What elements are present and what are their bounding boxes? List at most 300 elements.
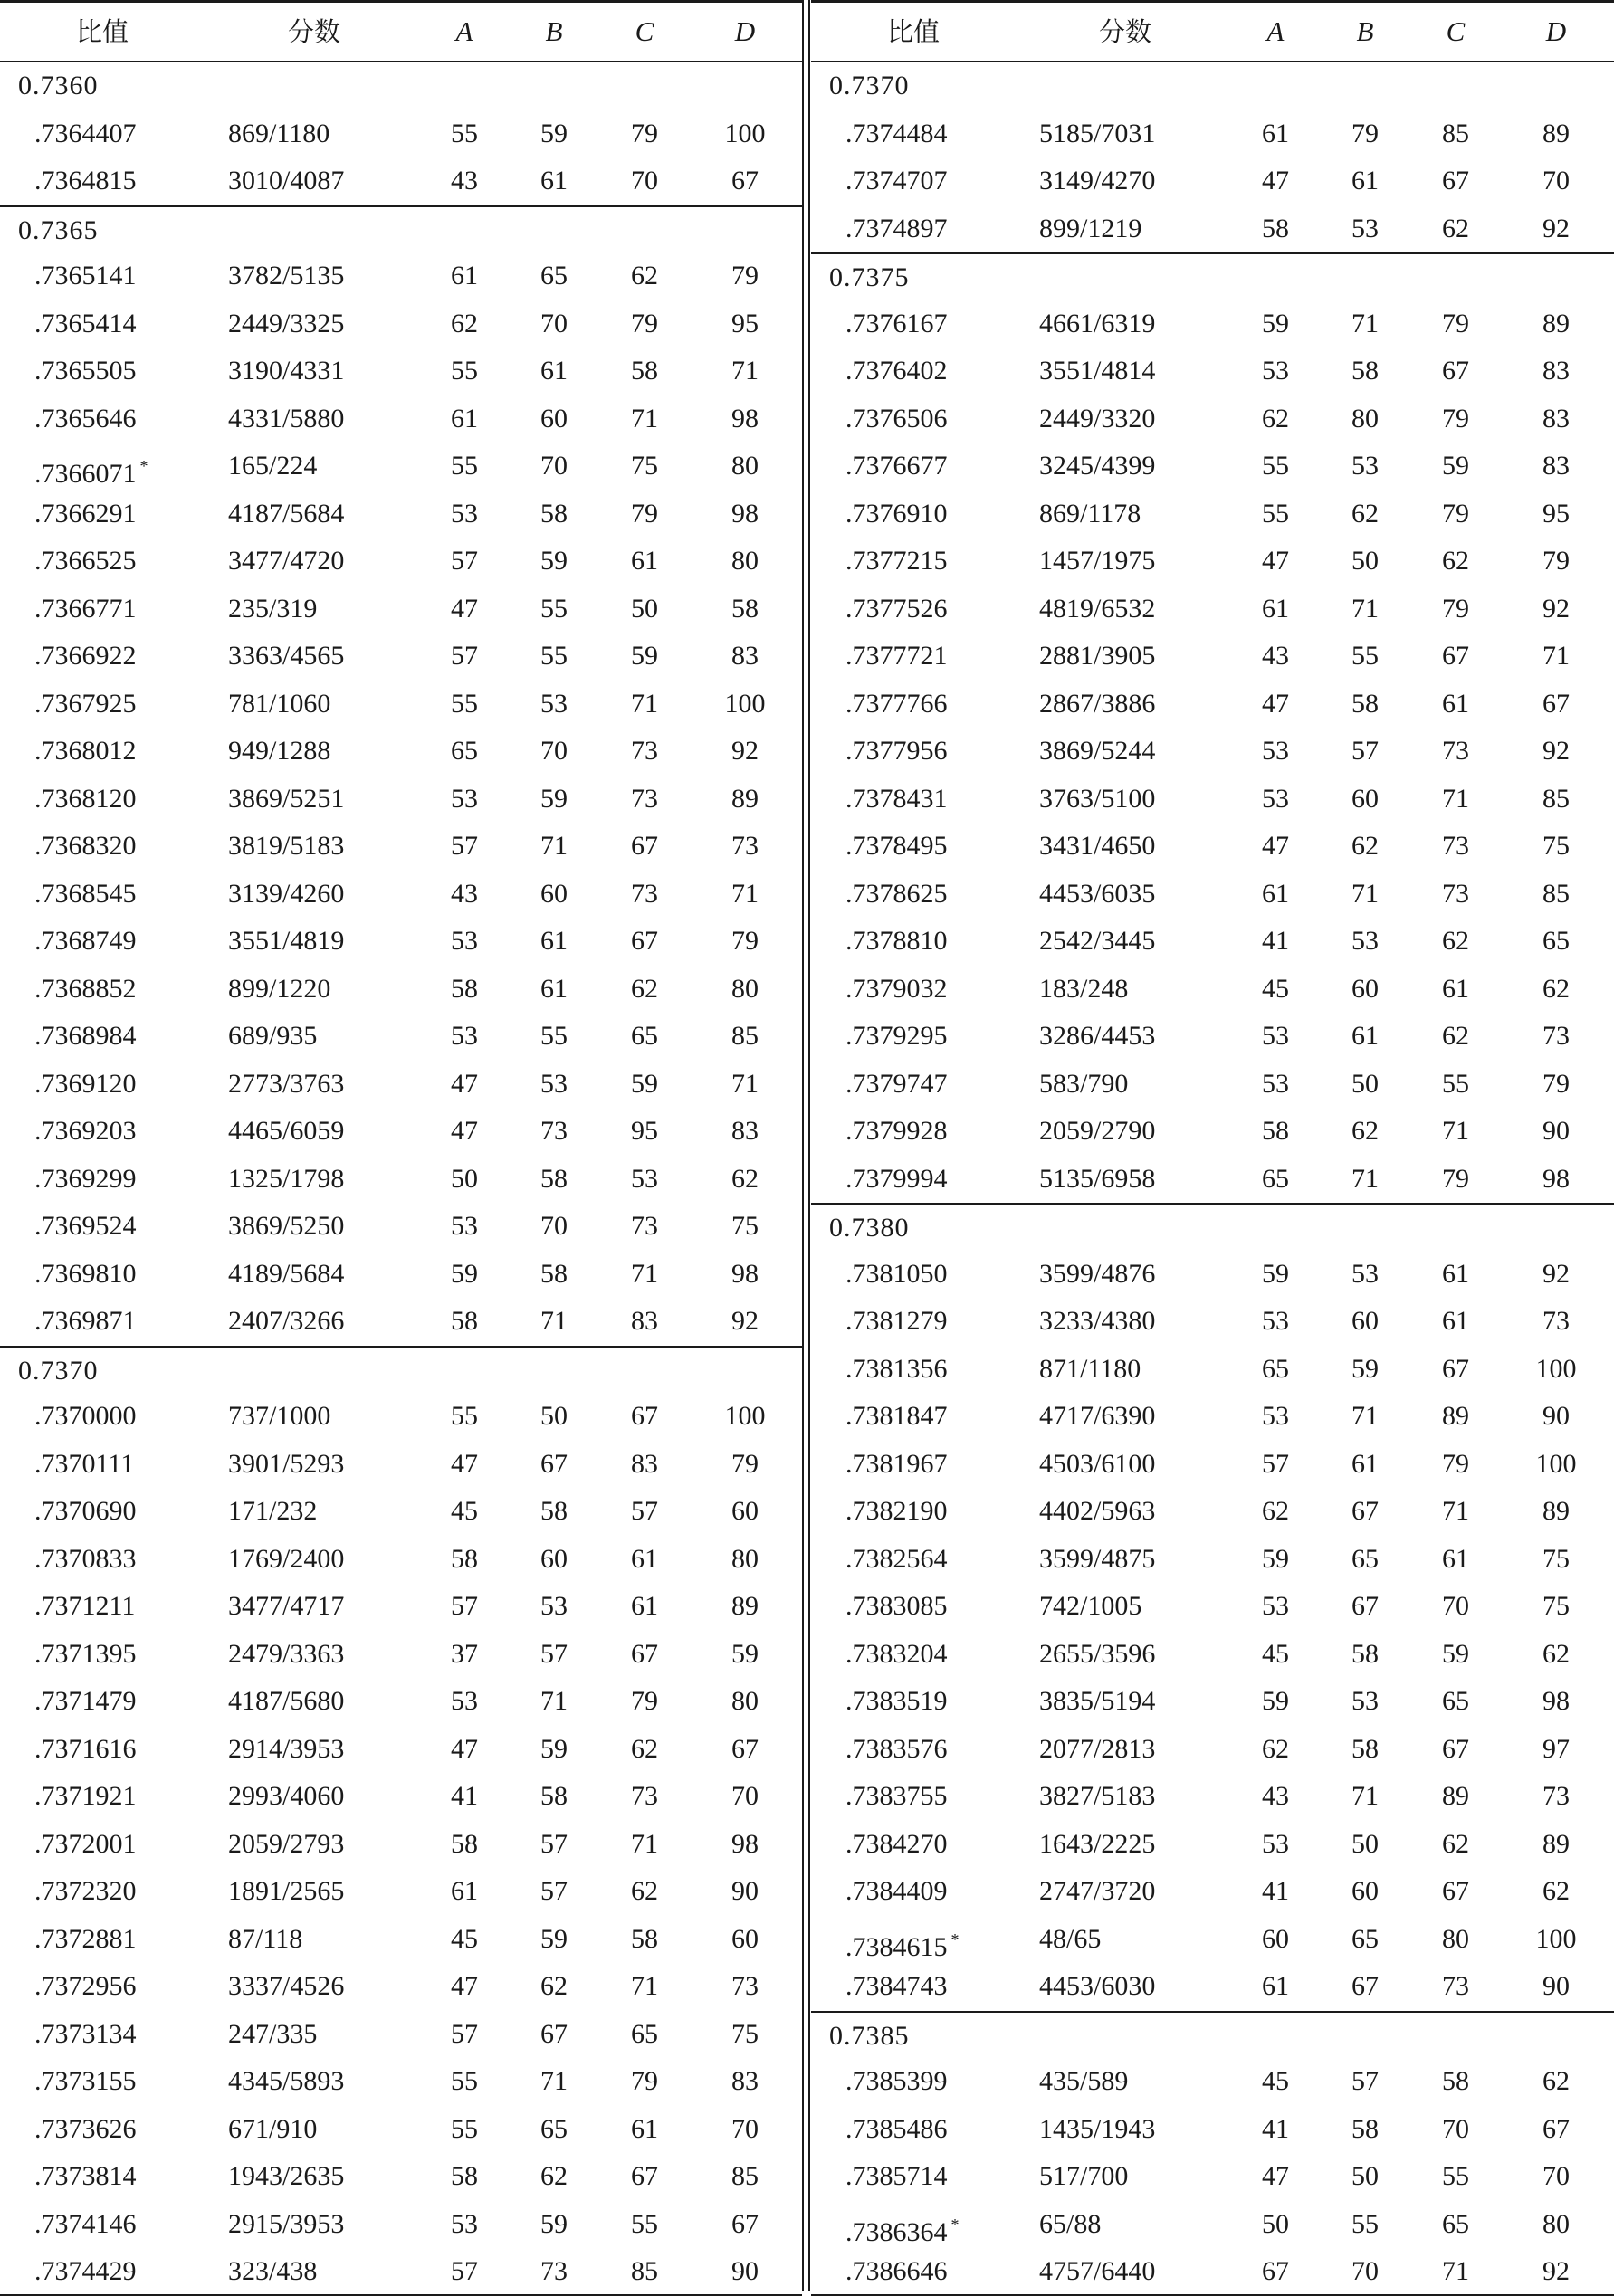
- d-cell: 70: [1542, 2161, 1570, 2191]
- b-cell: 50: [1351, 546, 1379, 576]
- c-cell: 67: [1442, 641, 1469, 671]
- ratio-value: .7386646: [845, 2256, 948, 2286]
- c-cell: 57: [631, 1496, 658, 1526]
- c-cell: 83: [631, 1306, 658, 1336]
- c-cell: 73: [1442, 831, 1469, 861]
- d-cell: 73: [1542, 1021, 1570, 1051]
- table-row: [811, 395, 1614, 443]
- c-cell: 71: [631, 403, 658, 433]
- a-cell: 53: [1262, 1306, 1289, 1336]
- fraction-cell: 65/88: [1039, 2208, 1102, 2239]
- b-cell: 58: [540, 1258, 568, 1289]
- a-cell: 53: [451, 926, 478, 956]
- a-cell: 58: [1262, 213, 1289, 243]
- ratio-cell: [845, 1963, 948, 2010]
- table-row: [0, 538, 802, 586]
- ratio-cell: [34, 300, 137, 348]
- ratio-value: .7379032: [845, 973, 948, 1004]
- ratio-cell: [845, 1061, 948, 1108]
- c-cell: 62: [1442, 926, 1469, 956]
- ratio-value: .7364815: [34, 166, 137, 195]
- b-cell: 50: [1351, 1068, 1379, 1099]
- table-row: [0, 1963, 802, 2011]
- fraction-cell: 689/935: [228, 1021, 318, 1051]
- d-cell: 92: [1542, 2256, 1570, 2286]
- ratio-cell: [845, 1108, 948, 1155]
- table-row: [0, 1203, 802, 1251]
- fraction-cell: 4453/6035: [1039, 878, 1156, 909]
- ratio-cell: [34, 681, 137, 728]
- b-cell: 61: [540, 166, 568, 195]
- ratio-value: .7365505: [34, 356, 137, 386]
- d-cell: 80: [731, 1543, 759, 1574]
- b-cell: 59: [1351, 1353, 1379, 1384]
- ratio-value: .7379747: [845, 1068, 948, 1099]
- table-row: [0, 1583, 802, 1631]
- c-cell: 67: [631, 1401, 658, 1431]
- a-cell: 61: [451, 403, 478, 433]
- b-cell: 71: [540, 1686, 568, 1716]
- c-cell: 70: [1442, 1591, 1469, 1621]
- b-cell: 61: [540, 973, 568, 1004]
- a-cell: 55: [451, 688, 478, 719]
- d-cell: 85: [731, 2161, 759, 2191]
- d-cell: 70: [731, 1781, 759, 1811]
- fraction-cell: 171/232: [228, 1496, 318, 1526]
- d-cell: 100: [1535, 1353, 1577, 1384]
- c-cell: 79: [1442, 308, 1469, 338]
- b-cell: 62: [1351, 498, 1379, 529]
- ratio-cell: [34, 2106, 137, 2153]
- ratio-value: .7371921: [34, 1781, 137, 1811]
- left-table: [0, 0, 802, 2296]
- ratio-cell: [34, 1441, 134, 1488]
- table-row: [0, 2201, 802, 2249]
- table-row: [0, 1251, 802, 1299]
- ratio-cell: [34, 823, 137, 870]
- ratio-cell: [34, 491, 137, 538]
- fraction-cell: 2915/3953: [228, 2208, 345, 2239]
- ratio-cell: [845, 776, 948, 823]
- ratio-cell: [845, 300, 948, 348]
- ratio-value: .7365414: [34, 308, 137, 338]
- table-row: [0, 1678, 802, 1726]
- b-cell: 71: [1351, 1163, 1379, 1194]
- c-cell: 67: [1442, 356, 1469, 386]
- fraction-cell: 869/1180: [228, 118, 330, 148]
- c-cell: 79: [1442, 593, 1469, 624]
- fraction-cell: 3477/4720: [228, 546, 345, 576]
- fraction-cell: 4189/5684: [228, 1258, 345, 1289]
- b-cell: 55: [1351, 2208, 1379, 2239]
- ratio-cell: [845, 205, 948, 252]
- d-cell: 58: [731, 593, 759, 624]
- ratio-cell: [845, 2248, 948, 2295]
- header-a: A: [1266, 15, 1285, 47]
- table-row: [0, 2153, 802, 2201]
- ratio-value: .7368984: [34, 1021, 137, 1051]
- table-row: [811, 2058, 1614, 2106]
- d-cell: 75: [1542, 831, 1570, 861]
- c-cell: 55: [1442, 1068, 1469, 1099]
- d-cell: 71: [731, 356, 759, 386]
- a-cell: 59: [1262, 1258, 1289, 1289]
- b-cell: 57: [1351, 2066, 1379, 2096]
- d-cell: 100: [1535, 1448, 1577, 1479]
- d-cell: 85: [731, 1021, 759, 1051]
- ratio-cell: [34, 1868, 137, 1915]
- c-cell: 65: [1442, 1686, 1469, 1716]
- b-cell: 65: [540, 261, 568, 291]
- a-cell: 61: [451, 261, 478, 291]
- b-cell: 70: [540, 308, 568, 338]
- ratio-value: .7381050: [845, 1258, 948, 1289]
- ratio-value: .7370111: [34, 1448, 135, 1479]
- c-cell: 79: [631, 2066, 658, 2096]
- c-cell: 61: [631, 1591, 658, 1621]
- header-b: B: [1356, 15, 1374, 47]
- d-cell: 80: [731, 973, 759, 1004]
- a-cell: 55: [451, 1401, 478, 1431]
- fraction-cell: 583/790: [1039, 1068, 1129, 1099]
- table-row: [811, 1108, 1614, 1156]
- c-cell: 53: [631, 1163, 658, 1194]
- ratio-cell: [34, 1061, 137, 1108]
- fraction-cell: 2059/2793: [228, 1828, 345, 1859]
- ratio-value: .7378431: [845, 783, 948, 814]
- table-row: [811, 2201, 1614, 2249]
- b-cell: 71: [1351, 1781, 1379, 1811]
- ratio-cell: [845, 443, 948, 490]
- a-cell: 47: [451, 1448, 478, 1479]
- fraction-cell: 3869/5251: [228, 783, 345, 814]
- table-row: [0, 586, 802, 634]
- a-cell: 55: [451, 2066, 478, 2096]
- ratio-value: .7377956: [845, 736, 948, 766]
- ratio-cell: [34, 776, 137, 823]
- c-cell: 67: [631, 831, 658, 861]
- a-cell: 57: [451, 2256, 478, 2286]
- a-cell: 61: [1262, 593, 1289, 624]
- fraction-cell: 1943/2635: [228, 2161, 345, 2191]
- table-row: [811, 110, 1614, 158]
- ratio-value: .7385714: [845, 2161, 948, 2191]
- table-row: [811, 443, 1614, 491]
- asterisk-mark: *: [139, 457, 148, 475]
- ratio-value: .7366071: [34, 459, 137, 489]
- c-cell: 59: [1442, 451, 1469, 481]
- ratio-cell: [34, 1631, 137, 1678]
- c-cell: 65: [631, 1021, 658, 1051]
- d-cell: 83: [731, 641, 759, 671]
- a-cell: 60: [1262, 1923, 1289, 1954]
- b-cell: 57: [540, 1828, 568, 1859]
- table-body: [0, 62, 802, 2296]
- a-cell: 43: [451, 166, 478, 195]
- table-row: [0, 2011, 802, 2059]
- ratio-cell: [34, 157, 137, 205]
- fraction-cell: 4661/6319: [1039, 308, 1156, 338]
- ratio-cell: [845, 1393, 948, 1440]
- b-cell: 67: [1351, 1496, 1379, 1526]
- ratio-cell: [34, 348, 137, 395]
- ratio-value: .7368120: [34, 783, 137, 814]
- b-cell: 70: [1351, 2256, 1379, 2286]
- b-cell: 58: [1351, 688, 1379, 719]
- ratio-cell: [34, 1916, 137, 1963]
- a-cell: 47: [451, 593, 478, 624]
- c-cell: 58: [631, 1923, 658, 1954]
- group-row: [811, 62, 1614, 110]
- d-cell: 70: [1542, 166, 1570, 195]
- b-cell: 65: [540, 2113, 568, 2144]
- b-cell: 53: [540, 688, 568, 719]
- b-cell: 58: [1351, 1638, 1379, 1669]
- d-cell: 85: [1542, 878, 1570, 909]
- a-cell: 41: [451, 1781, 478, 1811]
- fraction-cell: 3190/4331: [228, 356, 345, 386]
- a-cell: 41: [1262, 1876, 1289, 1906]
- b-cell: 50: [1351, 1828, 1379, 1859]
- ratio-value: .7366922: [34, 641, 137, 671]
- a-cell: 47: [451, 1116, 478, 1146]
- d-cell: 89: [1542, 1496, 1570, 1526]
- c-cell: 73: [631, 878, 658, 909]
- d-cell: 89: [731, 1591, 759, 1621]
- ratio-cell: [34, 1773, 137, 1820]
- ratio-cell: [34, 2153, 137, 2200]
- fraction-cell: 3819/5183: [228, 831, 345, 861]
- ratio-value: .7373155: [34, 2066, 137, 2096]
- ratio-cell: [845, 586, 948, 633]
- a-cell: 47: [1262, 546, 1289, 576]
- d-cell: 62: [1542, 973, 1570, 1004]
- ratio-cell: [845, 1156, 948, 1203]
- d-cell: 60: [731, 1923, 759, 1954]
- header-fraction: 分数: [1099, 16, 1152, 47]
- ratio-value: .7385399: [845, 2066, 948, 2096]
- b-cell: 58: [540, 1781, 568, 1811]
- b-cell: 60: [540, 403, 568, 433]
- table-row: [811, 1441, 1614, 1489]
- c-cell: 61: [631, 546, 658, 576]
- table-row: [0, 1631, 802, 1679]
- ratio-cell: [845, 1298, 948, 1345]
- a-cell: 58: [451, 2161, 478, 2191]
- header-ratio: 比值: [887, 16, 941, 47]
- d-cell: 100: [724, 688, 766, 719]
- table-row: [0, 966, 802, 1014]
- a-cell: 65: [1262, 1353, 1289, 1384]
- table-row: [811, 1821, 1614, 1869]
- c-cell: 58: [1442, 2066, 1469, 2096]
- ratio-value: .7368012: [34, 736, 137, 766]
- d-cell: 100: [1535, 1923, 1577, 1954]
- c-cell: 50: [631, 593, 658, 624]
- table-row: [811, 348, 1614, 395]
- c-cell: 71: [631, 1828, 658, 1859]
- table-row: [811, 728, 1614, 776]
- fraction-cell: 2449/3320: [1039, 403, 1156, 433]
- b-cell: 70: [540, 736, 568, 766]
- ratio-cell: [845, 1441, 948, 1488]
- a-cell: 59: [1262, 1543, 1289, 1574]
- group-label: 0.7370: [18, 1355, 99, 1386]
- a-cell: 58: [451, 1543, 478, 1574]
- b-cell: 80: [1351, 403, 1379, 433]
- a-cell: 45: [1262, 2066, 1289, 2096]
- a-cell: 61: [1262, 878, 1289, 909]
- ratio-value: .7376506: [845, 403, 948, 433]
- c-cell: 71: [631, 1258, 658, 1289]
- c-cell: 61: [631, 2113, 658, 2144]
- ratio-cell: [34, 966, 137, 1013]
- c-cell: 79: [1442, 403, 1469, 433]
- ratio-value: .7372001: [34, 1828, 137, 1859]
- ratio-value: .7371616: [34, 1733, 137, 1764]
- a-cell: 57: [451, 1591, 478, 1621]
- c-cell: 85: [1442, 118, 1469, 148]
- ratio-cell: [845, 1583, 948, 1630]
- d-cell: 73: [731, 831, 759, 861]
- b-cell: 71: [1351, 1401, 1379, 1431]
- c-cell: 67: [631, 2161, 658, 2191]
- ratio-cell: [34, 586, 137, 633]
- c-cell: 62: [631, 1733, 658, 1764]
- fraction-cell: 3869/5250: [228, 1211, 345, 1241]
- fraction-cell: 2881/3905: [1039, 641, 1156, 671]
- ratio-cell: [845, 348, 948, 395]
- c-cell: 73: [631, 736, 658, 766]
- a-cell: 58: [451, 1828, 478, 1859]
- c-cell: 62: [1442, 1021, 1469, 1051]
- fraction-cell: 87/118: [228, 1923, 303, 1954]
- ratio-value: .7374429: [34, 2256, 137, 2286]
- fraction-cell: 3245/4399: [1039, 451, 1156, 481]
- b-cell: 61: [1351, 166, 1379, 195]
- fraction-cell: 4187/5684: [228, 498, 345, 529]
- fraction-cell: 1769/2400: [228, 1543, 345, 1574]
- d-cell: 65: [1542, 926, 1570, 956]
- c-cell: 61: [1442, 1306, 1469, 1336]
- fraction-cell: 1643/2225: [1039, 1828, 1156, 1859]
- b-cell: 71: [1351, 878, 1379, 909]
- group-label: 0.7365: [18, 214, 99, 245]
- b-cell: 55: [1351, 641, 1379, 671]
- table-row: [811, 491, 1614, 538]
- ratio-cell: [34, 1203, 137, 1250]
- d-cell: 95: [1542, 498, 1570, 529]
- c-cell: 73: [1442, 736, 1469, 766]
- d-cell: 89: [1542, 1828, 1570, 1859]
- ratio-value: .7384270: [845, 1828, 948, 1859]
- ratio-value: .7381847: [845, 1401, 948, 1431]
- table-row: [811, 1298, 1614, 1346]
- fraction-cell: 3286/4453: [1039, 1021, 1156, 1051]
- group-row: [0, 205, 802, 253]
- ratio-value: .7368320: [34, 831, 137, 861]
- table-row: [811, 1536, 1614, 1584]
- ratio-value: .7376910: [845, 498, 948, 529]
- table-row: [0, 1061, 802, 1109]
- d-cell: 90: [731, 2256, 759, 2286]
- d-cell: 89: [1542, 308, 1570, 338]
- d-cell: 67: [731, 166, 759, 195]
- d-cell: 75: [1542, 1543, 1570, 1574]
- fraction-cell: 2867/3886: [1039, 688, 1156, 719]
- ratio-value: .7381967: [845, 1448, 948, 1479]
- ratio-cell: [845, 2153, 948, 2200]
- table-row: [811, 2153, 1614, 2201]
- table-row: [811, 538, 1614, 586]
- d-cell: 83: [731, 2066, 759, 2096]
- ratio-value: .7383576: [845, 1733, 948, 1764]
- d-cell: 71: [731, 878, 759, 909]
- table-row: [811, 1061, 1614, 1109]
- b-cell: 70: [540, 1211, 568, 1241]
- d-cell: 71: [1542, 641, 1570, 671]
- fraction-cell: 3835/5194: [1039, 1686, 1156, 1716]
- table-row: [811, 1013, 1614, 1061]
- fraction-cell: 899/1219: [1039, 213, 1142, 243]
- d-cell: 73: [731, 1971, 759, 2001]
- table-row: [811, 918, 1614, 966]
- a-cell: 53: [1262, 1068, 1289, 1099]
- table-row: [0, 1821, 802, 1869]
- table-row: [0, 1916, 802, 1964]
- b-cell: 58: [540, 1163, 568, 1194]
- ratio-value: .7382190: [845, 1496, 948, 1526]
- c-cell: 83: [631, 1448, 658, 1479]
- ratio-value: .7381356: [845, 1353, 948, 1384]
- b-cell: 61: [1351, 1448, 1379, 1479]
- table-row: [811, 1916, 1614, 1964]
- ratio-value: .7385486: [845, 2113, 948, 2144]
- d-cell: 92: [1542, 593, 1570, 624]
- table-row: [0, 1156, 802, 1204]
- a-cell: 47: [1262, 166, 1289, 195]
- header-a: A: [455, 15, 473, 47]
- table-row: [0, 728, 802, 776]
- fraction-cell: 742/1005: [1039, 1591, 1142, 1621]
- ratio-value: .7377721: [845, 641, 948, 671]
- b-cell: 58: [1351, 2113, 1379, 2144]
- ratio-cell: [845, 823, 948, 870]
- c-cell: 79: [1442, 1448, 1469, 1479]
- fraction-cell: 2993/4060: [228, 1781, 345, 1811]
- a-cell: 59: [1262, 1686, 1289, 1716]
- fraction-cell: 4717/6390: [1039, 1401, 1156, 1431]
- d-cell: 59: [731, 1638, 759, 1669]
- d-cell: 75: [731, 1211, 759, 1241]
- c-cell: 71: [631, 688, 658, 719]
- ratio-cell: [845, 2106, 948, 2153]
- fraction-cell: 247/335: [228, 2018, 318, 2049]
- a-cell: 53: [451, 2208, 478, 2239]
- table-row: [811, 586, 1614, 634]
- c-cell: 61: [631, 1543, 658, 1574]
- table-row: [811, 776, 1614, 824]
- table-row: [0, 1536, 802, 1584]
- d-cell: 98: [1542, 1163, 1570, 1194]
- b-cell: 53: [1351, 451, 1379, 481]
- d-cell: 62: [1542, 2066, 1570, 2096]
- d-cell: 95: [731, 308, 759, 338]
- ratio-cell: [34, 110, 137, 157]
- table-header: [0, 3, 802, 62]
- ratio-cell: [845, 157, 948, 205]
- b-cell: 62: [1351, 1116, 1379, 1146]
